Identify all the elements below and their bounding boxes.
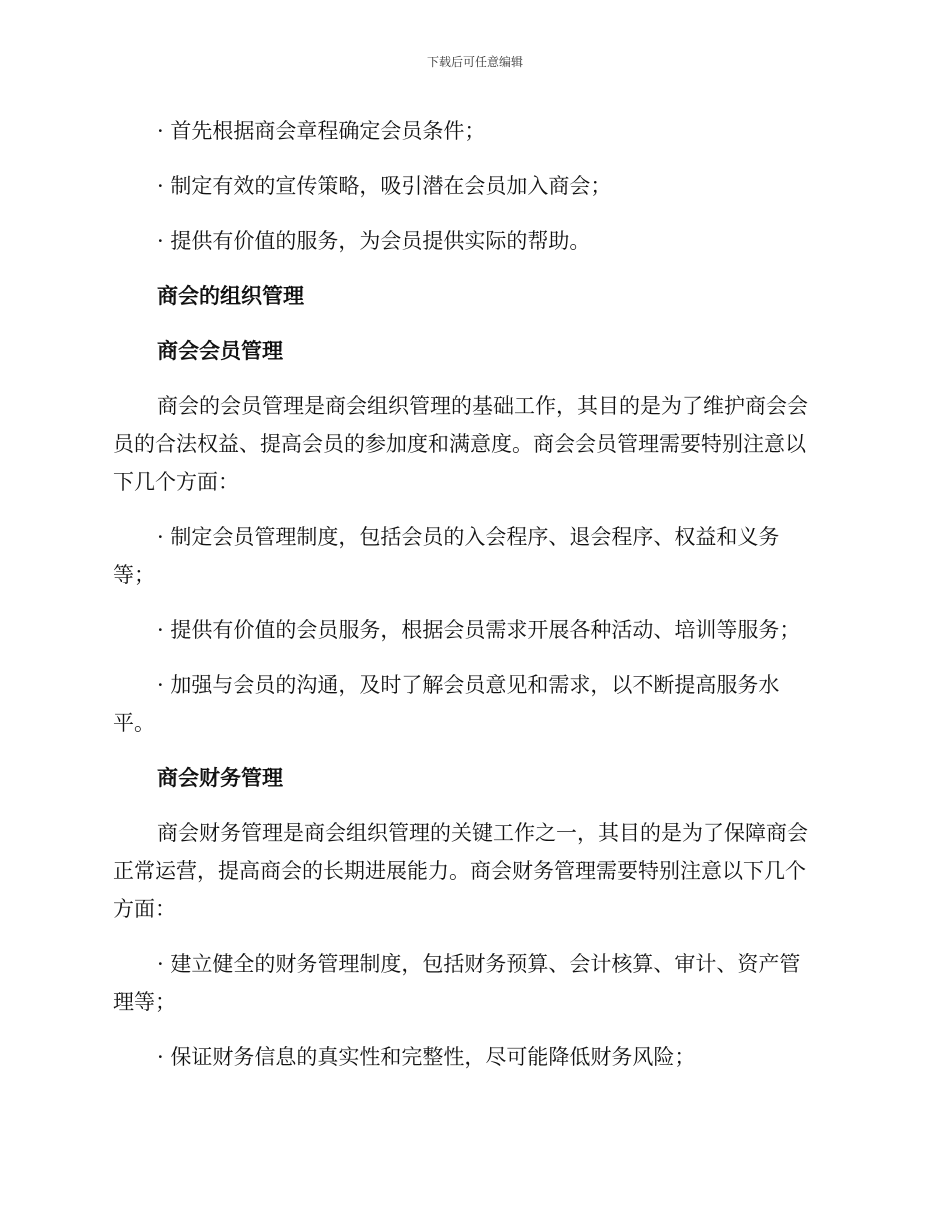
bullet-line: · 加强与会员的沟通，及时了解会员意见和需求，以不断提高服务水 [157,673,780,697]
section-heading: 商会的组织管理 [157,284,304,308]
bullet-item: · 首先根据商会章程确定会员条件； [157,119,486,143]
subsection-heading: 商会会员管理 [157,339,283,363]
paragraph [113,387,833,501]
bullet-item: · 提供有价值的服务，为会员提供实际的帮助。 [157,229,591,253]
paragraph-line: 商会的会员管理是商会组织管理的基础工作，其目的是为了维护商会会 [157,394,808,418]
paragraph-line: 方面： [113,897,176,921]
bullet-item: · 制定有效的宣传策略，吸引潜在会员加入商会； [157,174,612,198]
bullet-item [113,518,833,594]
document-body [113,112,833,1076]
bullet-line: 等； [113,563,155,587]
page-header: 下载后可任意编辑 [426,55,523,69]
paragraph-line: 商会财务管理是商会组织管理的关键工作之一，其目的是为了保障商会 [157,821,808,845]
bullet-item [113,945,833,1021]
subsection-heading: 商会财务管理 [157,766,283,790]
bullet-item: · 提供有价值的会员服务，根据会员需求开展各种活动、培训等服务； [157,618,801,642]
bullet-item: · 保证财务信息的真实性和完整性，尽可能降低财务风险； [157,1045,696,1069]
bullet-line: 平。 [113,711,155,735]
bullet-item [113,666,833,742]
paragraph [113,814,833,928]
bullet-line: · 制定会员管理制度，包括会员的入会程序、退会程序、权益和义务 [157,525,780,549]
paragraph-line: 下几个方面： [113,470,239,494]
paragraph-line: 正常运营，提高商会的长期进展能力。商会财务管理需要特别注意以下几个 [113,859,806,883]
bullet-line: · 建立健全的财务管理制度，包括财务预算、会计核算、审计、资产管 [157,952,801,976]
bullet-line: 理等； [113,990,176,1014]
paragraph-line: 员的合法权益、提高会员的参加度和满意度。商会会员管理需要特别注意以 [113,432,806,456]
